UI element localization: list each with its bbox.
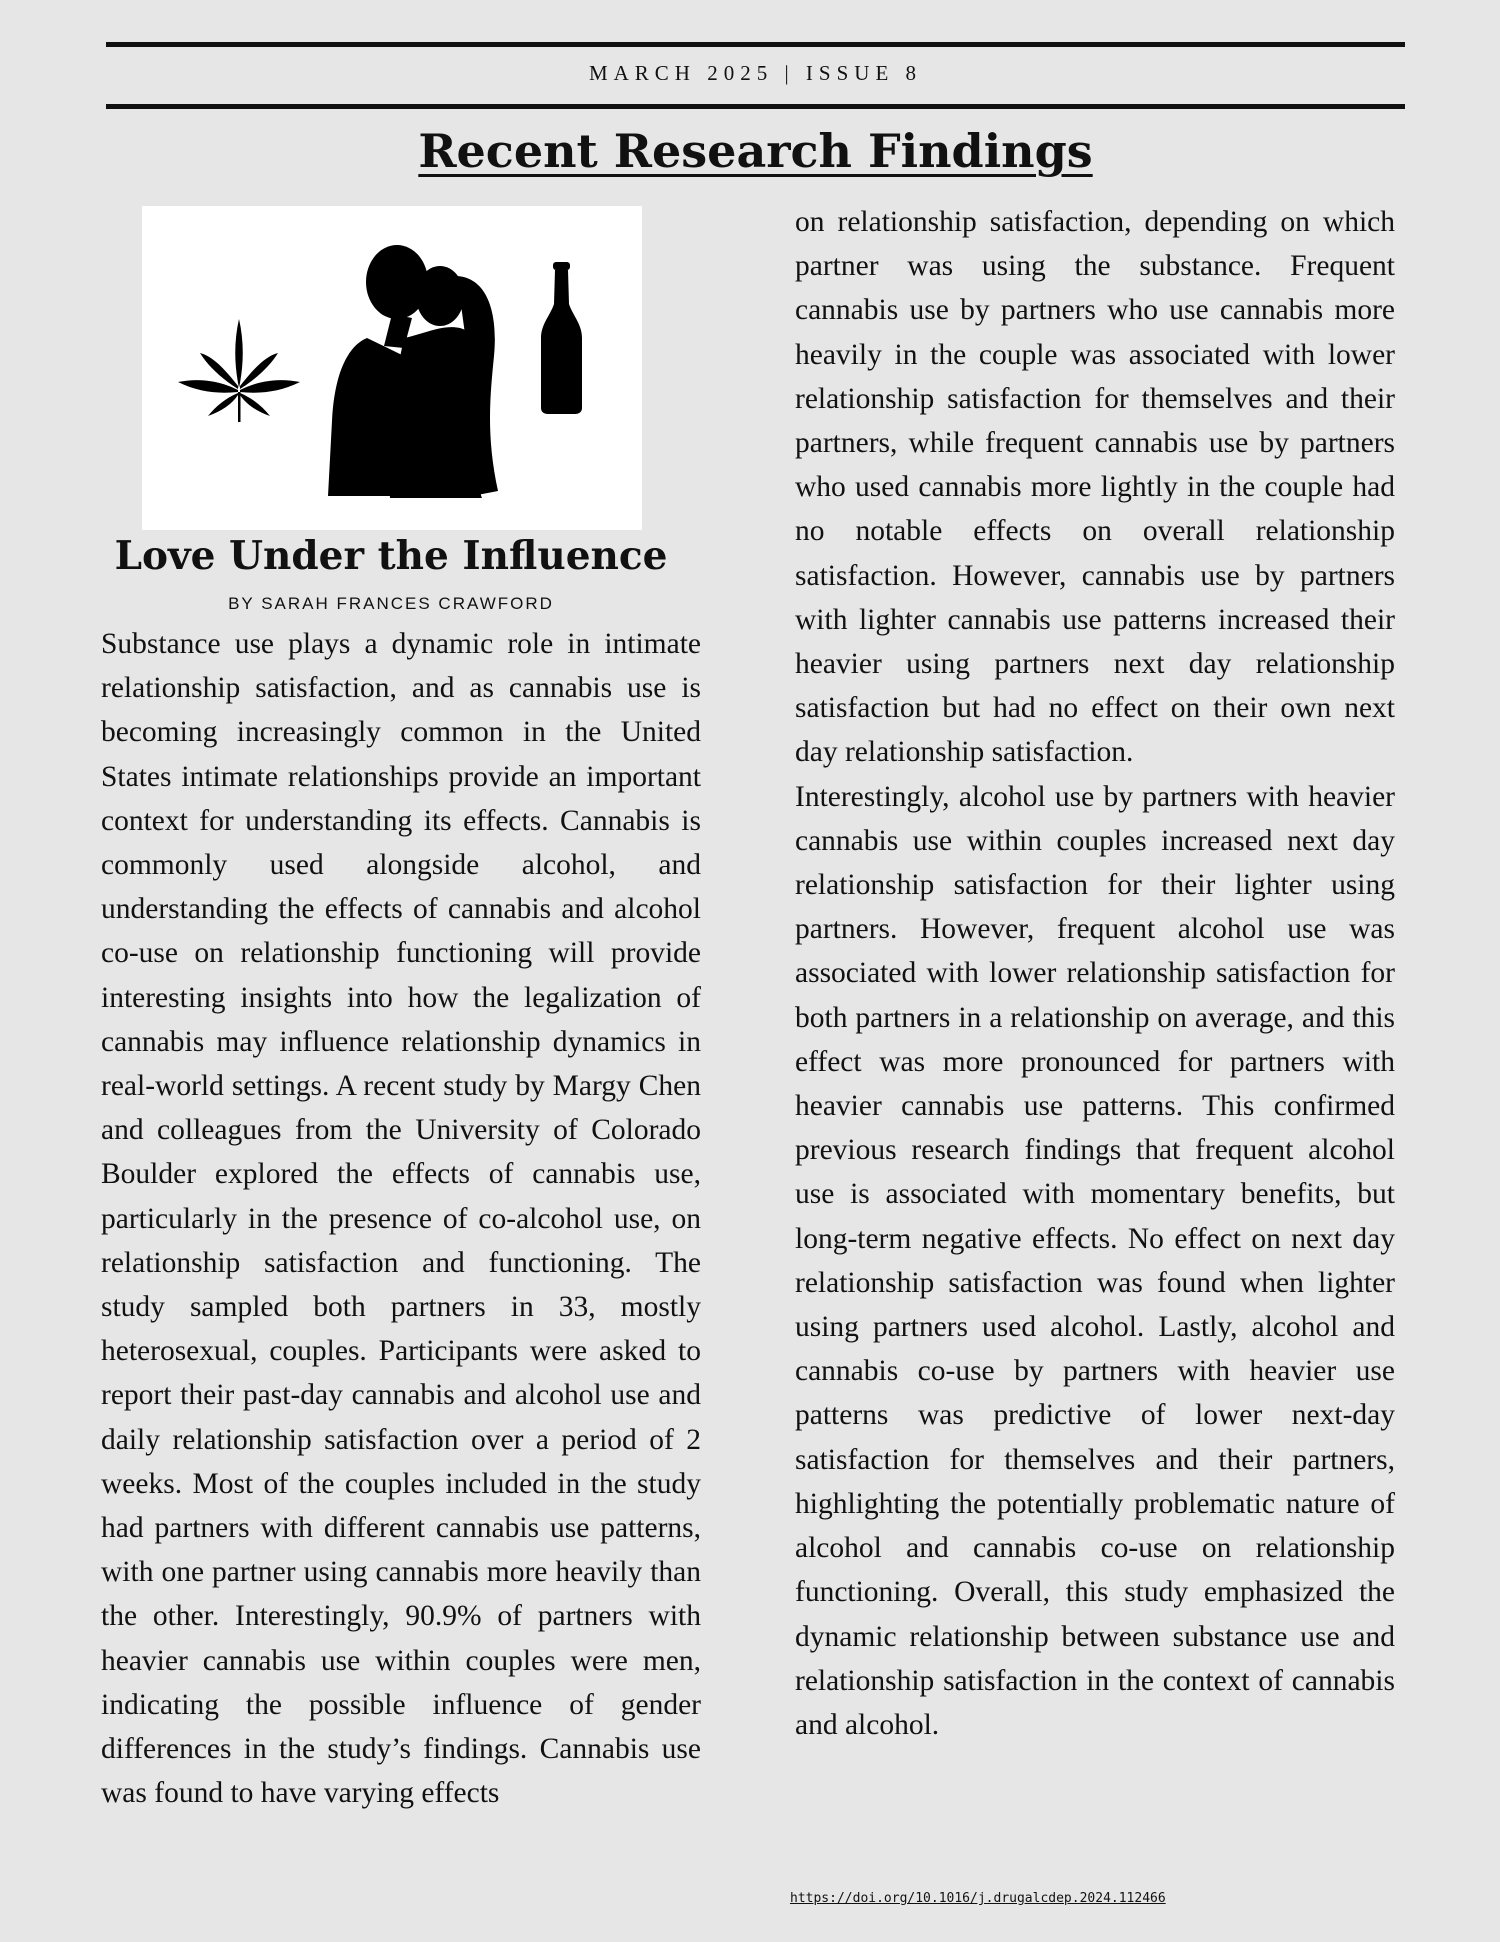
article-paragraph: on relationship satisfaction, depending on which partner was using the substance. Frequent cannabis use by partners who use cannabis more heavily in the couple was associated with lower relationship satisfaction for themselves and their partners, while frequent cannabis use by partners who used cannabis more lightly in the couple had no notable effects on overall relationship satisfaction. However, cannabis use by partners with lighter cannabis use patterns increased their heavier using partners next day relationship satisfaction but had no effect on their own next day relationship satisfaction. bbox=[795, 206, 1395, 769]
article-illustration bbox=[142, 206, 642, 530]
article-headline: Love Under the Influence bbox=[114, 533, 668, 579]
article-byline: BY SARAH FRANCES CRAWFORD bbox=[228, 594, 554, 613]
bottle-icon bbox=[541, 262, 582, 414]
doi-link[interactable]: https://doi.org/10.1016/j.drugalcdep.2024.112466 bbox=[790, 1891, 1166, 1906]
embracing-couple-icon bbox=[328, 245, 498, 498]
masthead-dateline: MARCH 2025 | ISSUE 8 bbox=[588, 61, 923, 85]
masthead-bottom-rule bbox=[106, 104, 1405, 109]
cannabis-leaf-icon bbox=[178, 319, 300, 422]
article-paragraph: Interestingly, alcohol use by partners with heavier cannabis use within couples increased next day relationship satisfaction for their lighter using partners. However, frequent alcohol use was associated with lower relationship satisfaction for both partners in a relationship on average, and this effect was more pronounced for partners with heavier cannabis use patterns. This confirmed previous research findings that frequent alcohol use is associated with momentary benefits, but long-term negative effects. No effect on next day relationship satisfaction was found when lighter using partners used alcohol. Lastly, alcohol and cannabis co-use by partners with heavier use patterns was predictive of lower next-day satisfaction for themselves and their partners, highlighting the potentially problematic nature of alcohol and cannabis co-use on relationship functioning. Overall, this study emphasized the dynamic relationship between substance use and relationship satisfaction in the context of cannabis and alcohol. bbox=[795, 780, 1395, 1741]
article-left-column bbox=[101, 622, 701, 1815]
section-title: Recent Research Findings bbox=[418, 124, 1093, 178]
article-paragraph: Substance use plays a dynamic role in intimate relationship satisfaction, and as cannabis use is becoming increasingly common in the United States intimate relationships provide an important context for understanding its effects. Cannabis is commonly used alongside alcohol, and understanding the effects of cannabis and alcohol co-use on relationship functioning will provide interesting insights into how the legalization of cannabis may influence relationship dynamics in real-world settings. A recent study by Margy Chen and colleagues from the University of Colorado Boulder explored the effects of cannabis use, particularly in the presence of co-alcohol use, on relationship satisfaction and functioning. The study sampled both partners in 33, mostly heterosexual, couples. Participants were asked to report their past-day cannabis and alcohol use and daily relationship satisfaction over a period of 2 weeks. Most of the couples included in the study had partners with different cannabis use patterns, with one partner using cannabis more heavily than the other. Interestingly, 90.9% of partners with heavier cannabis use within couples were men, indicating the possible influence of gender differences in the study’s findings. Cannabis use was found to have varying effects bbox=[101, 628, 701, 1810]
masthead-top-rule bbox=[106, 42, 1405, 47]
article-right-column bbox=[795, 200, 1395, 1747]
